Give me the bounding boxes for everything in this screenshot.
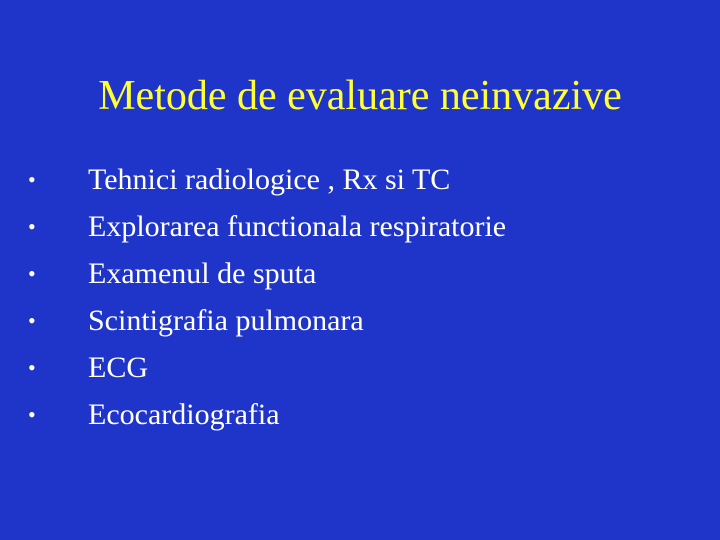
list-item-text: Tehnici radiologice , Rx si TC <box>88 163 451 196</box>
bullet-icon: • <box>28 355 36 380</box>
bullet-icon: • <box>28 167 36 192</box>
bullet-icon: • <box>28 214 36 239</box>
bullet-icon: • <box>28 261 36 286</box>
list-item-text: Ecocardiografia <box>88 398 280 431</box>
bullet-icon: • <box>28 308 36 333</box>
list-item-text: Examenul de sputa <box>88 257 317 290</box>
bullet-icon: • <box>28 402 36 427</box>
list-item-text: Scintigrafia pulmonara <box>88 304 364 337</box>
list-item-text: Explorarea functionala respiratorie <box>88 210 507 243</box>
list-item-text: ECG <box>88 351 148 384</box>
slide-title: Metode de evaluare neinvazive <box>98 73 622 119</box>
